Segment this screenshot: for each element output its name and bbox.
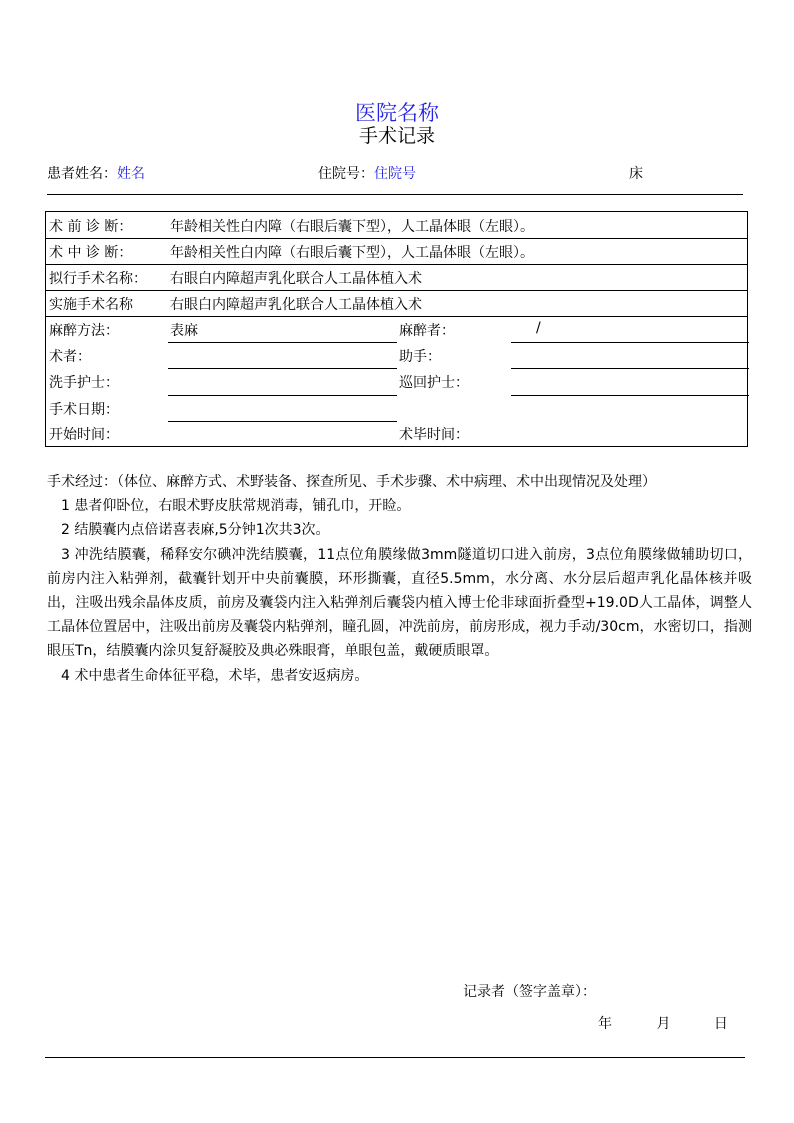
year-label: 年 <box>598 1016 612 1032</box>
row-divider <box>46 316 747 317</box>
planned-surgery-label: 拟行手术名称： <box>49 271 147 287</box>
surgery-date-field[interactable] <box>168 421 397 422</box>
anesthesia-method-label: 麻醉方法： <box>49 323 119 339</box>
assistant-label: 助手： <box>399 349 441 365</box>
anesthetist-label: 麻醉者： <box>399 323 455 339</box>
surgeon-label: 术者： <box>49 349 91 365</box>
end-time-label: 术毕时间： <box>399 427 469 443</box>
surgeon-field[interactable] <box>168 368 397 369</box>
row-divider <box>46 238 747 239</box>
intraop-diagnosis-value[interactable]: 年龄相关性白内障（右眼后囊下型），人工晶体眼（左眼）。 <box>170 245 534 261</box>
field-underline <box>168 342 397 343</box>
patient-name-label: 患者姓名： <box>47 166 117 182</box>
procedure-description <box>47 470 752 688</box>
day-label: 日 <box>713 1016 728 1032</box>
procedure-heading: 手术经过：（体位、麻醉方式、术野装备、探查所见、手术步骤、术中病理、术中出现情况及处理） <box>47 474 656 490</box>
procedure-step-3: 3 冲洗结膜囊，稀释安尔碘冲洗结膜囊，11点位角膜缘做3mm隧道切口进入前房，3点位角膜缘做辅助切口，前房内注入粘弹剂，截囊针划开中央前囊膜，环形撕囊，直径5.5mm，水分离、水分层后超声乳化晶体核并吸出，注吸出残余晶体皮质，前房及囊袋内注入粘弹剂后囊袋内植入博士伦非球面折叠型+19.0D人工晶体，调整人工晶体位置居中，注吸出前房及囊袋内粘弹剂，瞳孔圆，冲洗前房，前房形成，视力手动/30cm，水密切口，指测眼压Tn，结膜囊内涂贝复舒凝胶及典必殊眼膏，单眼包盖，戴硬质眼罩。 <box>47 546 752 660</box>
anesthetist-value[interactable]: / <box>536 320 541 336</box>
preop-diagnosis-value[interactable]: 年龄相关性白内障（右眼后囊下型），人工晶体眼（左眼）。 <box>170 219 534 235</box>
header-divider <box>47 194 743 195</box>
month-label: 月 <box>656 1016 671 1032</box>
patient-info-row <box>47 163 145 183</box>
admission-number-field[interactable]: 住院号 <box>374 166 416 182</box>
bed-label: 床 <box>629 166 643 182</box>
assistant-field[interactable] <box>511 368 749 369</box>
anesthesia-method-value[interactable]: 表麻 <box>170 323 198 339</box>
field-underline <box>511 342 749 343</box>
scrub-nurse-field[interactable] <box>168 395 397 396</box>
patient-name-field[interactable]: 姓名 <box>117 166 145 182</box>
intraop-diagnosis-label: 术 中 诊 断： <box>49 245 133 261</box>
row-divider <box>46 264 747 265</box>
procedure-step-1: 1 患者仰卧位，右眼术野皮肤常规消毒，铺孔巾，开睑。 <box>61 498 411 515</box>
procedure-step-2: 2 结膜囊内点倍诺喜表麻,5分钟1次共3次。 <box>61 522 330 539</box>
scrub-nurse-label: 洗手护士： <box>49 375 119 391</box>
document-title: 手术记录 <box>358 125 435 147</box>
footer-divider <box>45 1057 745 1058</box>
circulating-nurse-label: 巡回护士： <box>399 375 469 391</box>
circulating-nurse-field[interactable] <box>511 395 749 396</box>
surgery-info-table <box>45 211 748 447</box>
performed-surgery-label: 实施手术名称 <box>49 297 133 313</box>
preop-diagnosis-label: 术 前 诊 断： <box>49 219 133 235</box>
signature-date <box>598 1013 728 1033</box>
procedure-step-4: 4 术中患者生命体征平稳，术毕，患者安返病房。 <box>61 667 369 684</box>
start-time-label: 开始时间： <box>49 427 119 443</box>
admission-number <box>318 163 416 183</box>
surgery-date-label: 手术日期： <box>49 402 119 418</box>
row-divider <box>46 290 747 291</box>
planned-surgery-value[interactable]: 右眼白内障超声乳化联合人工晶体植入术 <box>170 271 422 287</box>
performed-surgery-value[interactable]: 右眼白内障超声乳化联合人工晶体植入术 <box>170 297 422 313</box>
recorder-signature-label: 记录者（签字盖章）： <box>463 984 596 1000</box>
admission-number-label: 住院号： <box>318 166 374 182</box>
hospital-name: 医院名称 <box>355 101 439 125</box>
